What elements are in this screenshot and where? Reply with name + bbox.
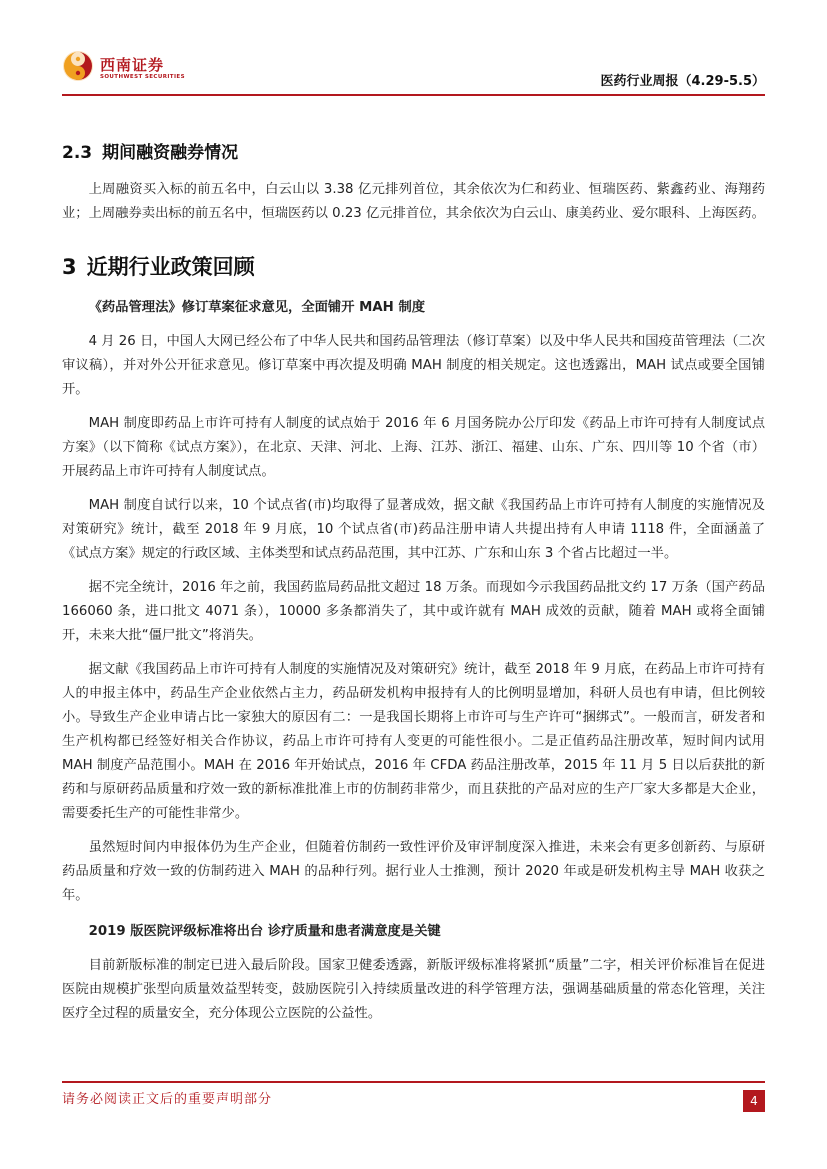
section-number: 2.3 xyxy=(62,143,93,163)
news-headline: 《药品管理法》修订草案征求意见，全面铺开 MAH 制度 xyxy=(88,300,426,315)
paragraph: 据文献《我国药品上市许可持有人制度的实施情况及对策研究》统计，截至 2018 年 9 月底，在药品上市许可持有人的申报主体中，药品生产企业依然占主力，药品研发机构申报持有人的比例明显增加，科研人员也有申请，但比例较小。导致生产企业申请占比一家独大的原因有二：一是我国长期将上市许可与生产许可“捆绑式”。一般而言，研发者和生产机构都已经签好相关合作协议，药品上市许可持有人变更的可能性很小。二是正值药品注册改革，短时间内试用 MAH 制度产品范围小。MAH 在 2016 年开始试点，2016 年 CFDA 药品注册改革，2015 年 11 月 5 日以后获批的新药和与原研药品质量和疗效一致的新标准批准上市的仿制药非常少，而且获批的产品对应的生产厂家大多都是大企业，需要委托生产的可能性非常少。 xyxy=(62,662,765,821)
section-2-3-heading xyxy=(62,138,765,168)
paragraph: 4 月 26 日，中国人大网已经公布了中华人民共和国药品管理法（修订草案）以及中华人民共和国疫苗管理法（二次审议稿），并对外公开征求意见。修订草案中再次提及明确 MAH 制度的相关规定。这也透露出，MAH 试点或要全国铺开。 xyxy=(62,334,765,397)
section-number: 3 xyxy=(62,255,77,279)
header-divider xyxy=(62,94,765,96)
paragraph: 据不完全统计，2016 年之前，我国药监局药品批文超过 18 万条。而现如今示我国药品批文约 17 万条（国产药品 166060 条，进口批文 4071 条），10000 多条都消失了，其中或许就有 MAH 成效的贡献，随着 MAH 或将全面铺开，未来大批“僵尸批文”将消失。 xyxy=(62,580,765,643)
page-number: 4 xyxy=(743,1090,765,1112)
logo-chinese-name: 西南证券 xyxy=(100,56,165,74)
report-title: 医药行业周报（4.29-5.5） xyxy=(600,74,765,89)
section-title: 近期行业政策回顾 xyxy=(86,255,255,279)
news-headline: 2019 版医院评级标准将出台 诊疗质量和患者满意度是关键 xyxy=(88,924,441,939)
southwest-securities-logo-icon xyxy=(62,50,94,82)
paragraph: MAH 制度即药品上市许可持有人制度的试点始于 2016 年 6 月国务院办公厅印发《药品上市许可持有人制度试点方案》（以下简称《试点方案》），在北京、天津、河北、上海、江苏、浙江、福建、山东、广东、四川等 10 个省（市）开展药品上市许可持有人制度试点。 xyxy=(62,416,765,479)
section-3-heading xyxy=(62,250,765,284)
footer-divider xyxy=(62,1081,765,1083)
footer-disclaimer: 请务必阅读正文后的重要声明部分 xyxy=(62,1092,273,1107)
section-title: 期间融资融券情况 xyxy=(102,143,239,163)
paragraph: 上周融资买入标的前五名中，白云山以 3.38 亿元排列首位，其余依次为仁和药业、恒瑞医药、紫鑫药业、海翔药业；上周融券卖出标的前五名中，恒瑞医药以 0.23 亿元排首位，其余依次为白云山、康美药业、爱尔眼科、上海医药。 xyxy=(62,182,765,221)
paragraph: MAH 制度自试行以来，10 个试点省(市)均取得了显著成效，据文献《我国药品上市许可持有人制度的实施情况及对策研究》统计，截至 2018 年 9 月底，10 个试点省(市)药品注册申请人共提出持有人申请 1118 件，全面涵盖了《试点方案》规定的行政区域、主体类型和试点药品范围，其中江苏、广东和山东 3 个省占比超过一半。 xyxy=(62,498,765,561)
paragraph: 虽然短时间内申报体仍为生产企业，但随着仿制药一致性评价及审评制度深入推进，未来会有更多创新药、与原研药品质量和疗效一致的仿制药进入 MAH 的品种行列。据行业人士推测，预计 2020 年或是研发机构主导 MAH 收获之年。 xyxy=(62,840,765,903)
main-content xyxy=(62,138,765,1026)
logo-english-name: SOUTHWEST SECURITIES xyxy=(100,74,185,80)
paragraph: 目前新版标准的制定已进入最后阶段。国家卫健委透露，新版评级标准将紧抓“质量”二字，相关评价标准旨在促进医院由规模扩张型向质量效益型转变，鼓励医院引入持续质量改进的科学管理方法，强调基础质量的常态化管理，关注医疗全过程的质量安全，充分体现公立医院的公益性。 xyxy=(62,958,765,1021)
page-header xyxy=(0,0,827,96)
